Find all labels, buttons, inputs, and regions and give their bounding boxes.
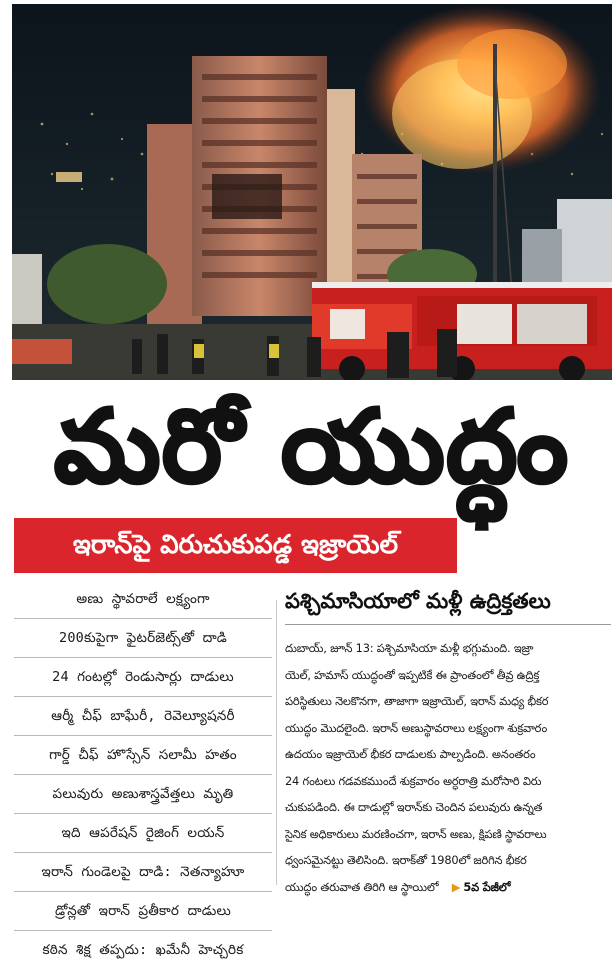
highlight-item: అణు స్థావరాలే లక్ష్యంగా (14, 580, 272, 619)
headline: మరో యుద్ధం (54, 388, 570, 505)
highlight-item: పలువురు అణుశాస్త్రవేత్తలు మృతి (14, 775, 272, 814)
article-line: ఉదయం ఇజ్రాయెల్ భీకర దాడులకు పాల్పడింది. అనంతరం (285, 747, 536, 761)
article-subhead: పశ్చిమాసియాలో మళ్లీ ఉద్రిక్తతలు (285, 589, 551, 613)
highlight-item: కఠిన శిక్ష తప్పదు: ఖమేనీ హెచ్చరిక (42, 942, 244, 958)
subhead-divider (285, 624, 611, 625)
highlight-item: ఇరాన్ గుండెలపై దాడి: నెతన్యాహూ (14, 853, 272, 892)
article-last-line (285, 874, 611, 901)
article-line: పరిస్థితులు నెలకొనగా, తాజాగా ఇజ్రాయెల్, ఇరాన్ మధ్య భీకర (285, 694, 549, 708)
article-line: సైనిక అధికారులు మరణించగా, ఇరాన్ అణు, క్షిపణి స్థావరాలు (285, 826, 547, 841)
highlight-item: గార్డ్ చీఫ్ హొస్సేన్ సలామీ హతం (14, 736, 272, 775)
fire-building-photo-icon (12, 4, 612, 380)
highlight-item: ఇది ఆపరేషన్ రైజింగ్ లయన్ (14, 814, 272, 853)
column-divider (276, 600, 277, 885)
news-photo (12, 4, 612, 380)
article-line: యుద్ధం తరువాత తిరిగి ఆ స్థాయిలో (285, 879, 439, 894)
highlight-item: 24 గంటల్లో రెండుసార్లు దాడులు (14, 658, 272, 697)
article-line: 24 గంటలు గడవకముందే శుక్రవారం అర్ధరాత్రి మరోసారి విరు (285, 773, 542, 788)
article-line: యుద్ధం మొదలైంది. ఇరాన్ అణుస్థావరాలు లక్ష్యంగా శుక్రవారం (285, 720, 548, 735)
continued-on-page-link[interactable] (452, 874, 511, 901)
highlight-item: 200కుపైగా ఫైటర్‌జెట్స్‌తో దాడి (14, 619, 272, 658)
highlight-item: డ్రోన్లతో ఇరాన్ ప్రతీకార దాడులు (14, 892, 272, 931)
headline-block (14, 386, 614, 510)
sub-headline-banner: ఇరాన్‌పై విరుచుకుపడ్డ ఇజ్రాయెల్ (14, 518, 457, 573)
continuation-label: 5వ పేజీలో (463, 879, 511, 894)
triangle-right-icon: ▶ (451, 879, 461, 894)
article-column (285, 580, 611, 900)
highlight-item: ఆర్మీ చీఫ్ బాఘేరీ, రెవెల్యూషనరీ (14, 697, 272, 736)
article-line: చుకుపడింది. ఈ దాడుల్లో ఇరాన్‌కు చెందిన పలువురు ఉన్నత (285, 800, 543, 814)
article-line: దుబాయ్, జూన్ 13: పశ్చిమాసియా మళ్లీ భగ్గుమంది. ఇజ్రా (285, 641, 534, 655)
article-line: యెల్, హమాస్ యుద్ధంతో ఇప్పటికే ఈ ప్రాంతంలో తీవ్ర ఉద్రిక్త (285, 667, 540, 682)
highlights-column (14, 580, 272, 969)
article-line: ధ్వంసమైనట్టు తెలిసింది. ఇరాక్‌తో 1980లో జరిగిన భీకర (285, 853, 527, 867)
